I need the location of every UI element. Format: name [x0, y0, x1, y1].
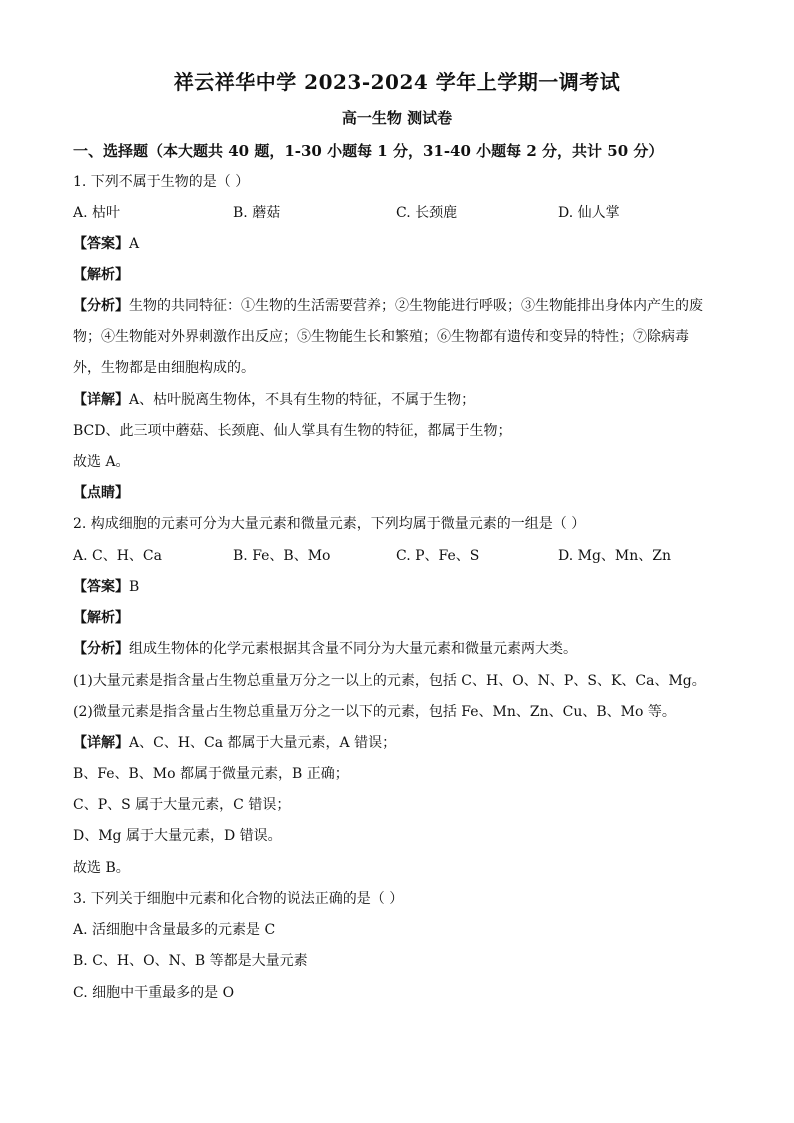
q1-option-c: C. 长颈鹿	[396, 205, 458, 221]
fenxi-tag: 【分析】	[73, 298, 129, 314]
q1-xiangjie-line-2: BCD、此三项中蘑菇、长颈鹿、仙人掌具有生物的特征，都属于生物；	[73, 423, 512, 439]
q1-answer	[73, 235, 139, 253]
q2-xiangjie-line-4: D、Mg 属于大量元素，D 错误。	[73, 828, 282, 844]
page-title: 祥云祥华中学 2023-2024 学年上学期一调考试	[173, 70, 621, 94]
xiangjie-text: A、C、H、Ca 都属于大量元素，A 错误；	[129, 735, 397, 751]
q2-fenxi-line-1	[73, 640, 577, 658]
q1-option-b: B. 蘑菇	[233, 205, 281, 221]
q2-xiangjie-line-1	[73, 734, 396, 752]
xiangjie-text: A、枯叶脱离生物体，不具有生物的特征，不属于生物；	[129, 392, 476, 408]
q1-xiangjie-line-1	[73, 391, 475, 409]
answer-tag: 【答案】	[73, 579, 129, 595]
q1-fenxi-line-1	[73, 297, 703, 315]
xiangjie-tag: 【详解】	[73, 392, 129, 408]
q1-option-d: D. 仙人掌	[558, 205, 620, 221]
q2-xiangjie-line-2: B、Fe、B、Mo 都属于微量元素，B 正确；	[73, 766, 349, 782]
q2-xiangjie-line-3: C、P、S 属于大量元素，C 错误；	[73, 797, 291, 813]
q3-stem: 3. 下列关于细胞中元素和化合物的说法正确的是（ ）	[73, 891, 404, 907]
q2-option-a: A. C、H、Ca	[73, 548, 162, 564]
q2-fenxi-line-3: (2)微量元素是指含量占生物总重量万分之一以下的元素，包括 Fe、Mn、Zn、Cu、B、Mo 等。	[73, 704, 676, 720]
q1-analysis-label: 【解析】	[73, 267, 129, 283]
q1-fenxi-line-2: 物；④生物能对外界刺激作出反应；⑤生物能生长和繁殖；⑥生物都有遗传和变异的特性；⑦除病毒	[73, 329, 689, 345]
q3-option-a: A. 活细胞中含量最多的元素是 C	[73, 922, 276, 938]
q1-dianjing-label: 【点睛】	[73, 485, 129, 501]
fenxi-tag: 【分析】	[73, 641, 129, 657]
q2-option-b: B. Fe、B、Mo	[233, 548, 331, 564]
q2-option-c: C. P、Fe、S	[396, 548, 480, 564]
q2-stem: 2. 构成细胞的元素可分为大量元素和微量元素，下列均属于微量元素的一组是（ ）	[73, 516, 586, 532]
q1-fenxi-line-3: 外，生物都是由细胞构成的。	[73, 360, 255, 376]
q2-conclusion: 故选 B。	[73, 860, 130, 876]
q3-option-b: B. C、H、O、N、B 等都是大量元素	[73, 953, 308, 969]
q2-analysis-label: 【解析】	[73, 610, 129, 626]
answer-tag: 【答案】	[73, 236, 129, 252]
answer-value: B	[129, 579, 140, 595]
q1-conclusion: 故选 A。	[73, 454, 130, 470]
fenxi-text: 生物的共同特征：①生物的生活需要营养；②生物能进行呼吸；③生物能排出身体内产生的废	[129, 298, 703, 314]
q1-option-a: A. 枯叶	[73, 205, 121, 221]
q1-stem: 1. 下列不属于生物的是（ ）	[73, 174, 250, 190]
q2-answer	[73, 578, 139, 596]
q3-option-c: C. 细胞中干重最多的是 O	[73, 985, 235, 1001]
q2-option-d: D. Mg、Mn、Zn	[558, 548, 672, 564]
fenxi-text: 组成生物体的化学元素根据其含量不同分为大量元素和微量元素两大类。	[129, 641, 577, 657]
page-subtitle: 高一生物 测试卷	[341, 109, 453, 127]
xiangjie-tag: 【详解】	[73, 735, 129, 751]
q2-fenxi-line-2: (1)大量元素是指含量占生物总重量万分之一以上的元素，包括 C、H、O、N、P、S、K、Ca、Mg。	[73, 673, 706, 689]
section-heading: 一、选择题（本大题共 40 题，1-30 小题每 1 分，31-40 小题每 2 分，共计 50 分）	[73, 142, 664, 160]
answer-value: A	[129, 236, 140, 252]
